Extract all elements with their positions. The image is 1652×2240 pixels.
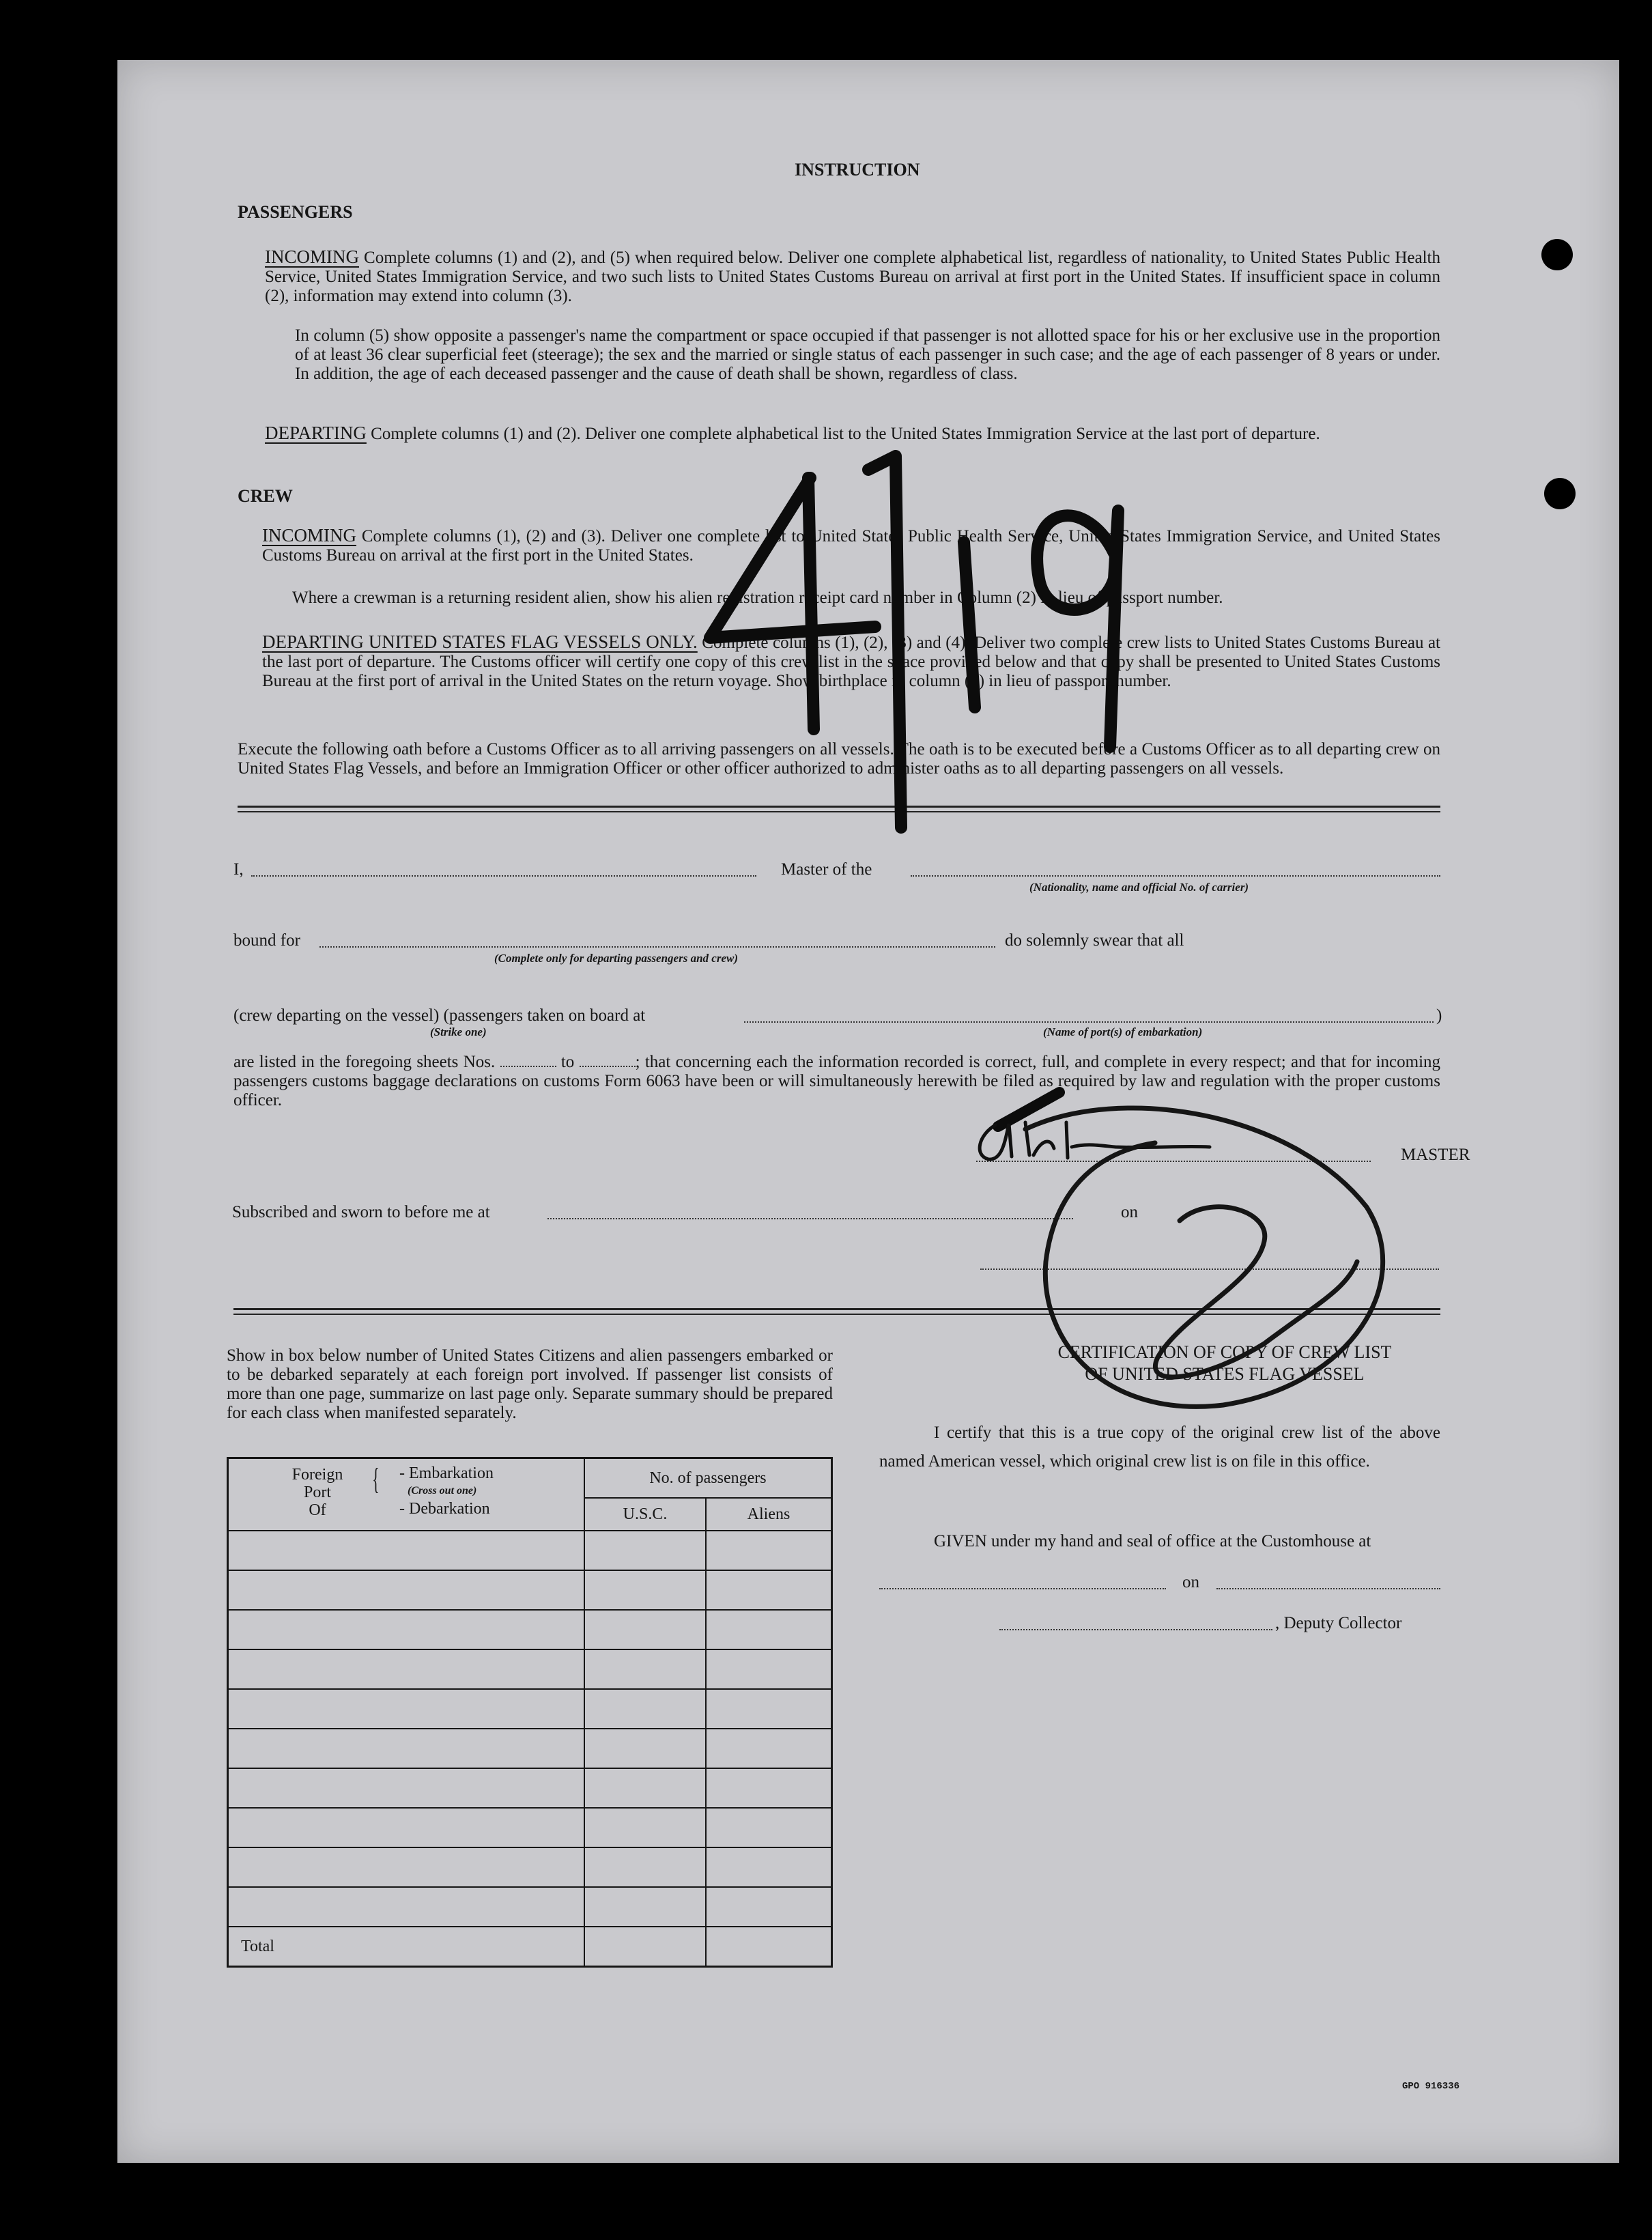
crew-resident-alien: Where a crewman is a returning resident alien, show his alien registration receipt card number in Column (2) in lieu of passport number. [292,589,1223,607]
summary-instruction: Show in box below number of United States Citizens and alien passengers embarked or to be debarked separately at each foreign port involved. If passenger list consists of more than one page, summarize on last page only. Separate summary should be prepared for each class when manifested separately. [227,1346,833,1422]
circled-2 [1025,1108,1383,1406]
oath-i-label: I, [233,860,244,879]
listed-b: ; that concerning each the information recorded is correct, full, and complete in every respect; [635,1053,1286,1071]
incoming-label: INCOMING [265,246,359,267]
swear-label: do solemnly swear that all [1005,931,1184,950]
crew-departing-text: Complete columns (1), (2), (3) and (4). Deliver two complete crew lists to United States Customs Bureau at the last port of departure. The Customs officer will certify one copy of this crew list in the space provided below and that copy shall be presented to United States Customs Bureau at the first port of arrival in the United States on the return voyage. Show birthplace in column (2) in lieu of passport number. [262,634,1440,690]
port-note: (Name of port(s) of embarkation) [1043,1025,1203,1038]
of-label: Of [309,1501,326,1519]
subscribed-label: Subscribed and sworn to before me at [232,1203,490,1221]
deputy-collector-label: , Deputy Collector [1275,1614,1402,1632]
embarkation-option[interactable]: - Embarkation [399,1464,494,1482]
listed-c: and that for incoming passengers customs baggage declarations on customs Form 6063 have been or will simultaneously herewith be filed as required by law and regulation with the proper customs officer. [233,1053,1441,1109]
listed-a: are listed in the foregoing sheets Nos. [233,1053,496,1071]
certification-heading-2: OF UNITED STATES FLAG VESSEL [1085,1364,1365,1384]
port-label: Port [303,1484,331,1501]
handwritten-number-4-19 [710,456,1118,827]
total-label: Total [228,1927,585,1967]
master-label: MASTER [1401,1146,1470,1164]
oath-instruction: Execute the following oath before a Customs Officer as to all arriving passengers on all vessels. The oath is to be executed before a Customs Officer as to all departing crew on United States Flag Vessels, and before an Immigration Officer or other officer authorized to administer oaths as to all departing passengers on all vessels. [238,740,1440,778]
printer-code: GPO 916336 [1402,2081,1460,2092]
carrier-note: (Nationality, name and official No. of carrier) [1029,881,1249,894]
bound-note: (Complete only for departing passengers and crew) [494,952,738,965]
bound-for-label: bound for [233,931,300,950]
departing-text: Complete columns (1) and (2). Deliver one complete alphabetical list to the United States Immigration Service at the last port of departure. [371,425,1320,443]
master-of-label: Master of the [781,860,872,879]
certification-heading-1: CERTIFICATION OF COPY OF CREW LIST [1057,1342,1392,1362]
crew-incoming-text: Complete columns (1), (2) and (3). Deliver one complete list to United States Public Health Service, United States Immigration Service, and United States Customs Bureau on arrival at the first port in the United States. [262,527,1440,565]
listed-to: to [560,1053,575,1071]
given-on-label: on [1182,1573,1199,1591]
passengers-heading: PASSENGERS [238,202,353,222]
subscribed-on-label: on [1121,1203,1138,1221]
crew-departing-choice: (crew departing on the vessel) (passengers taken on board at [233,1006,646,1025]
column5-instruction: In column (5) show opposite a passenger's name the compartment or space occupied if that passenger is not allotted space for his or her exclusive use in the proportion of at least 36 clear superficial feet (steerage); the sex and the married or single status of each passenger in such case; and the age of each passenger of 8 years or under. In addition, the age of each deceased passenger and the cause of death shall be shown, regardless of class. [295,326,1440,383]
departing-label: DEPARTING [265,423,367,443]
usc-header: U.S.C. [584,1498,706,1531]
foreign-label: Foreign [291,1466,343,1484]
incoming-text: Complete columns (1) and (2), and (5) when required below. Deliver one complete alphabetical list, regardless of nationality, to United States Public Health Service, United States Immigration Service, and two such lists to United States Customs Bureau on arrival at first port in the United States. If insufficient space in column (2), information may extend into column (3). [265,249,1440,305]
debarkation-option[interactable]: - Debarkation [399,1500,490,1518]
given-label: GIVEN under my hand and seal of office at the Customhouse at [934,1532,1371,1550]
certification-text: I certify that this is a true copy of the original crew list of the above named American vessel, which original crew list is on file in this office. [879,1423,1440,1471]
crew-departing-label: DEPARTING UNITED STATES FLAG VESSELS ONLY. [262,632,698,652]
master-signature [980,1122,1210,1159]
cross-out-note: (Cross out one) [408,1485,477,1497]
handwriting-overlay [117,60,1619,2163]
crew-heading: CREW [238,486,293,506]
strike-note: (Strike one) [430,1025,487,1038]
crew-incoming-label: INCOMING [262,525,356,545]
close-paren: ) [1436,1006,1442,1025]
brace: { [372,1462,380,1496]
no-passengers-header: No. of passengers [584,1458,832,1499]
aliens-header: Aliens [706,1498,832,1531]
page-title: INSTRUCTION [795,160,920,180]
form-page [117,60,1619,2163]
